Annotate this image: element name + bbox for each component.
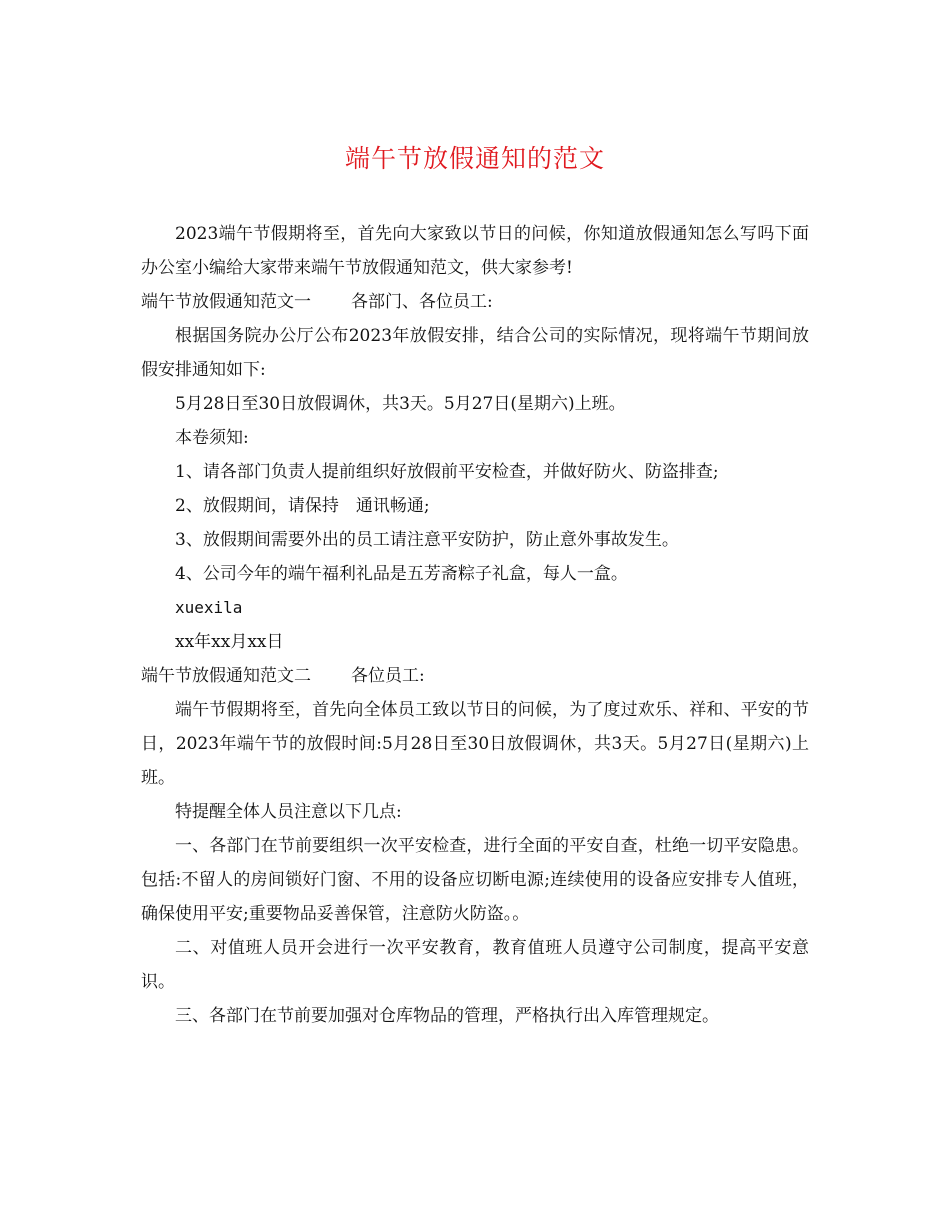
section2-reminder: 特提醒全体人员注意以下几点: [175, 802, 402, 822]
section1-heading: 端午节放假通知范文一 [141, 292, 311, 312]
section1-header-line [141, 285, 809, 319]
section2-point: 三、各部门在节前要加强对仓库物品的管理，严格执行出入库管理规定。 [175, 1006, 719, 1026]
section1-notice-label: 本卷须知: [175, 428, 249, 448]
section1-paragraph-1: 根据国务院办公厅公布2023年放假安排，结合公司的实际情况，现将端午节期间放假安排通知如下: [141, 326, 809, 380]
section1-item: 1、请各部门负责人提前组织好放假前平安检查，并做好防火、防盗排查; [175, 462, 719, 482]
section1-item: 2、放假期间，请保持 通讯畅通; [175, 496, 430, 516]
document-body [141, 217, 809, 1033]
section1-salutation: 各部门、各位员工: [351, 292, 493, 312]
section1-item: 4、公司今年的端午福利礼品是五芳斋粽子礼盒，每人一盒。 [175, 564, 628, 584]
section2-heading: 端午节放假通知范文二 [141, 666, 311, 686]
section1-item: 3、放假期间需要外出的员工请注意平安防护，防止意外事故发生。 [175, 530, 679, 550]
section2-header-line [141, 659, 809, 693]
section2-point: 二、对值班人员开会进行一次平安教育，教育值班人员遵守公司制度，提高平安意识。 [141, 938, 809, 992]
section1-signature [141, 591, 809, 625]
section2-point: 一、各部门在节前要组织一次平安检查，进行全面的平安自查，杜绝一切平安隐患。包括:不留人的房间锁好门窗、不用的设备应切断电源;连续使用的设备应安排专人值班，确保使用平安;重要物品妥善保管，注意防火防盗。。 [141, 836, 809, 924]
section1-date: xx年xx月xx日 [175, 632, 284, 652]
section1-paragraph-2: 5月28日至30日放假调休，共3天。5月27日(星期六)上班。 [175, 394, 626, 414]
page-title: 端午节放假通知的范文 [344, 144, 605, 173]
section2-salutation: 各位员工: [351, 666, 425, 686]
signature-text: xuexila [175, 598, 243, 617]
intro-paragraph: 2023端午节假期将至，首先向大家致以节日的问候，你知道放假通知怎么写吗下面办公室小编给大家带来端午节放假通知范文，供大家参考! [141, 224, 809, 278]
section2-paragraph-1: 端午节假期将至，首先向全体员工致以节日的问候，为了度过欢乐、祥和、平安的节日，2023年端午节的放假时间:5月28日至30日放假调休，共3天。5月27日(星期六)上班。 [141, 700, 809, 788]
